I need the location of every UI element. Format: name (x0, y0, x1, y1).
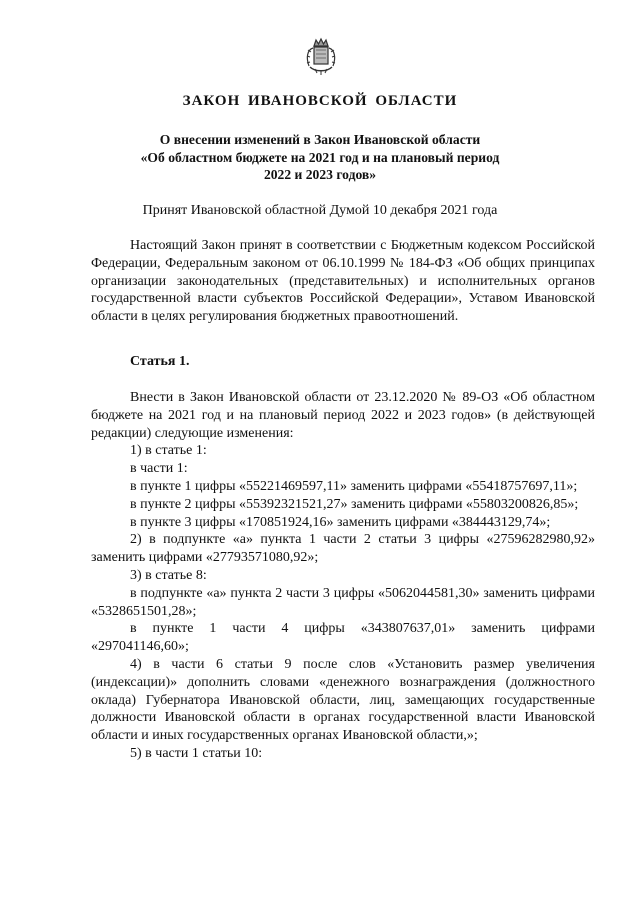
article-paragraph: Внести в Закон Ивановской области от 23.12.2020 № 89-ОЗ «Об областном бюджете на 2021 год и на плановый период 2022 и 2023 годов» (в действующей редакции) следующие изменения: (91, 390, 595, 441)
article-paragraph: в пункте 3 цифры «170851924,16» заменить цифрами «384443129,74»; (130, 514, 551, 530)
article-paragraph: в подпункте «а» пункта 2 части 3 цифры «5062044581,30» заменить цифрами «5328651501,28»; (91, 585, 595, 619)
coat-of-arms-icon (303, 36, 339, 76)
law-subtitle-line: О внесении изменений в Закон Ивановской области (159, 132, 481, 147)
adoption-statement: Принят Ивановской областной Думой 10 декабря 2021 года (142, 203, 498, 218)
article-paragraph: 3) в статье 8: (130, 567, 207, 583)
article-paragraph: в пункте 1 цифры «55221469597,11» заменить цифрами «55418757697,11»; (130, 478, 578, 494)
article-heading: Статья 1. (130, 354, 190, 369)
law-subtitle (90, 131, 550, 184)
article-paragraph: 4) в части 6 статьи 9 после слов «Установить размер увеличения (индексации)» дополнить словами «денежного вознаграждения (должностного оклада) Губернатора Ивановской области, лиц, замещающих государственные должности Ивановской области в органах государственной власти Ивановской области и иных государственных органах Ивановской области,»; (91, 656, 595, 744)
article-paragraph: 2) в подпункте «а» пункта 1 части 2 статьи 3 цифры «27596282980,92» заменить цифрами «27793571080,92»; (91, 532, 595, 566)
article-paragraph: 1) в статье 1: (130, 443, 207, 459)
article-paragraph: в пункте 1 части 4 цифры «343807637,01» заменить цифрами «297041146,60»; (91, 621, 595, 655)
intro-paragraph: Настоящий Закон принят в соответствии с Бюджетным кодексом Российской Федерации, Федеральным законом от 06.10.1999 № 184-ФЗ «Об общих принципах организации законодательных (представительных) и исполнительных органов государственной власти субъектов Российской Федерации», Уставом Ивановской области в целях регулирования бюджетных правоотношений. (91, 238, 595, 325)
law-title: ЗАКОН ИВАНОВСКОЙ ОБЛАСТИ (182, 93, 458, 109)
law-subtitle-line: «Об областном бюджете на 2021 год и на плановый период (140, 149, 500, 165)
article-paragraph: в части 1: (130, 461, 188, 477)
article-paragraph: в пункте 2 цифры «55392321521,27» заменить цифрами «55803200826,85»; (130, 496, 579, 512)
intro-section (91, 237, 595, 326)
article-paragraph: 5) в части 1 статьи 10: (130, 745, 263, 761)
law-subtitle-line: 2022 и 2023 годов» (263, 167, 377, 182)
article-body (91, 389, 595, 763)
